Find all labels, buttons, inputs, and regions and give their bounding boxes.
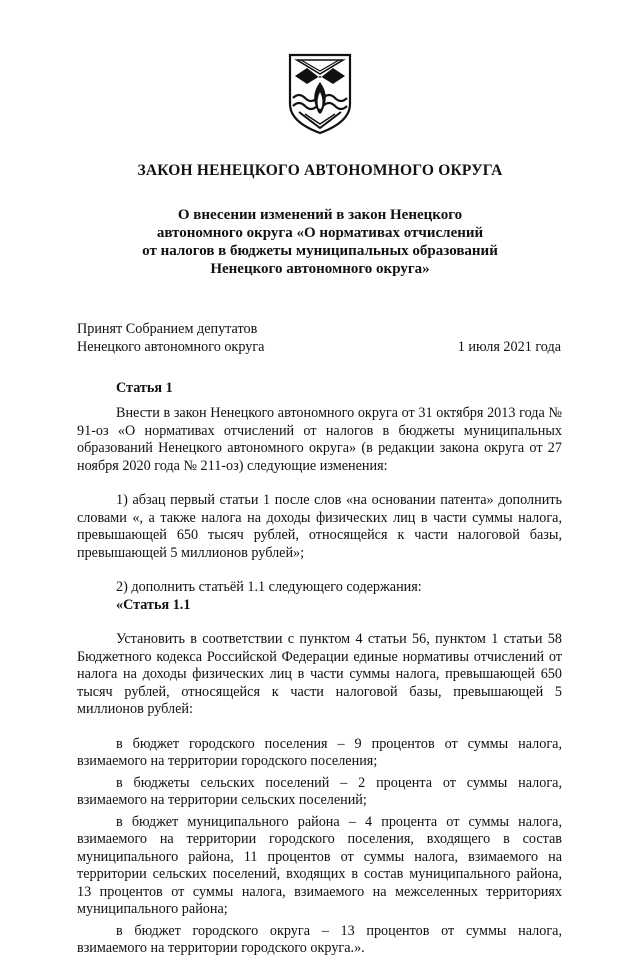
norm-item: в бюджет городского поселения – 9 процентов от суммы налога, взимаемого на территории городского поселения; xyxy=(77,735,562,769)
adopted-by-line: Ненецкого автономного округа xyxy=(77,339,265,355)
law-subject xyxy=(120,206,520,278)
article-heading: Статья 1 xyxy=(116,380,173,396)
article-intro: Внести в закон Ненецкого автономного округа от 31 октября 2013 года № 91-оз «О нормативах отчислений от налогов в бюджеты муниципальных образований Ненецкого автономного округа» (в редакции закона округа от 27 ноября 2020 года № 211-оз) следующие изменения: xyxy=(77,405,562,474)
norm-item: в бюджеты сельских поселений – 2 процента от суммы налога, взимаемого на территории сельских поселений; xyxy=(77,774,562,808)
subject-line: автономного округа «О нормативах отчислений xyxy=(156,225,484,241)
article-body xyxy=(77,405,562,958)
new-article-text: Установить в соответствии с пунктом 4 статьи 56, пунктом 1 статьи 58 Бюджетного кодекса Российской Федерации единые нормативы отчислений от налога на доходы физических лиц в части суммы налога, превышающей 650 тысяч рублей, относящейся к части налоговой базы, превышающей 5 миллионов рублей: xyxy=(77,631,562,717)
coat-of-arms-icon xyxy=(287,52,353,136)
new-article-heading: «Статья 1.1 xyxy=(116,596,191,613)
subject-line: Ненецкого автономного округа» xyxy=(210,261,430,277)
norm-item: в бюджет муниципального района – 4 процента от суммы налога, взимаемого на территории городского поселения, входящего в состав муниципального района, 11 процентов от суммы налога, взимаемого на территории сельских поселений, входящих в состав муниципального района, 13 процентов от суммы налога, взимаемого на межселенных территориях муниципального района; xyxy=(77,813,562,917)
subject-line: О внесении изменений в закон Ненецкого xyxy=(177,207,463,223)
adopted-by-line: Принят Собранием депутатов xyxy=(77,321,258,337)
article-item: 2) дополнить статьёй 1.1 следующего содержания: xyxy=(116,579,422,595)
adoption-block xyxy=(77,320,264,356)
norm-item: в бюджет городского округа – 13 процентов от суммы налога, взимаемого на территории городского округа.». xyxy=(77,922,562,956)
article-item: 1) абзац первый статьи 1 после слов «на основании патента» дополнить словами «, а также налога на доходы физических лиц в части суммы налога, превышающей 650 тысяч рублей, относящейся к части налоговой базы, превышающей 5 миллионов рублей»; xyxy=(77,492,562,561)
subject-line: от налогов в бюджеты муниципальных образований xyxy=(142,243,498,259)
adoption-date: 1 июля 2021 года xyxy=(457,339,561,355)
law-title: ЗАКОН НЕНЕЦКОГО АВТОНОМНОГО ОКРУГА xyxy=(137,162,503,179)
